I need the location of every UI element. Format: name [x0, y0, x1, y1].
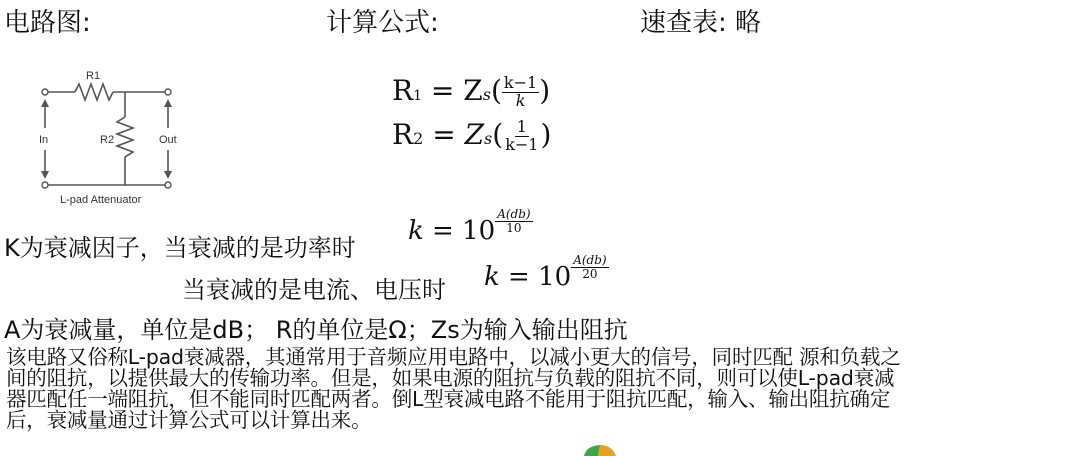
header-table: 速查表: 略 [640, 8, 762, 38]
circuit-caption: L-pad Attenuator [60, 194, 142, 206]
k-power-text: K为衰减因子，当衰减的是功率时 [4, 234, 356, 262]
units-line: A为衰减量，单位是dB； R的单位是Ω；Zs为输入输出阻抗 [4, 316, 628, 344]
label-r1: R1 [86, 70, 101, 82]
description-paragraph [6, 347, 1076, 431]
label-out: Out [159, 134, 177, 146]
header-circuit: 电路图: [4, 8, 91, 38]
k-power-formula: k = 10 $\frac{A(db)}{10}$ [408, 207, 531, 246]
paragraph-line: 间的阻抗，以提供最大的传输功率。但是，如果电源的阻抗与负载的阻抗不同，则可以使L-pad衰减 [6, 366, 895, 390]
paragraph-line: 该电路又俗称L-pad衰减器，其通常用于音频应用电路中，以减小更大的信号，同时匹配 源和负载之 [6, 345, 901, 369]
label-r2: R2 [100, 134, 115, 146]
k-voltage-formula: k = 10 $\frac{A(db)}{20}$ [484, 253, 607, 292]
formula-r1: R1 = Zs( $\frac{k-1}{k}$ ) [392, 73, 551, 110]
logo-icon [580, 444, 620, 456]
l-pad-circuit-diagram [30, 62, 190, 210]
paragraph-line: 器匹配任一端阻抗，但不能同时匹配两者。倒L型衰减电路不能用于阻抗匹配，输入、输出阻抗确定 [6, 387, 891, 411]
paragraph-line: 后，衰减量通过计算公式可以计算出来。 [6, 408, 372, 432]
formula-r2: R2 = Zs( $\frac{1}{k-1}$ ) [392, 117, 552, 154]
header-formula: 计算公式: [326, 8, 439, 38]
k-voltage-text: 当衰减的是电流、电压时 [182, 276, 446, 304]
label-in: In [39, 134, 49, 146]
